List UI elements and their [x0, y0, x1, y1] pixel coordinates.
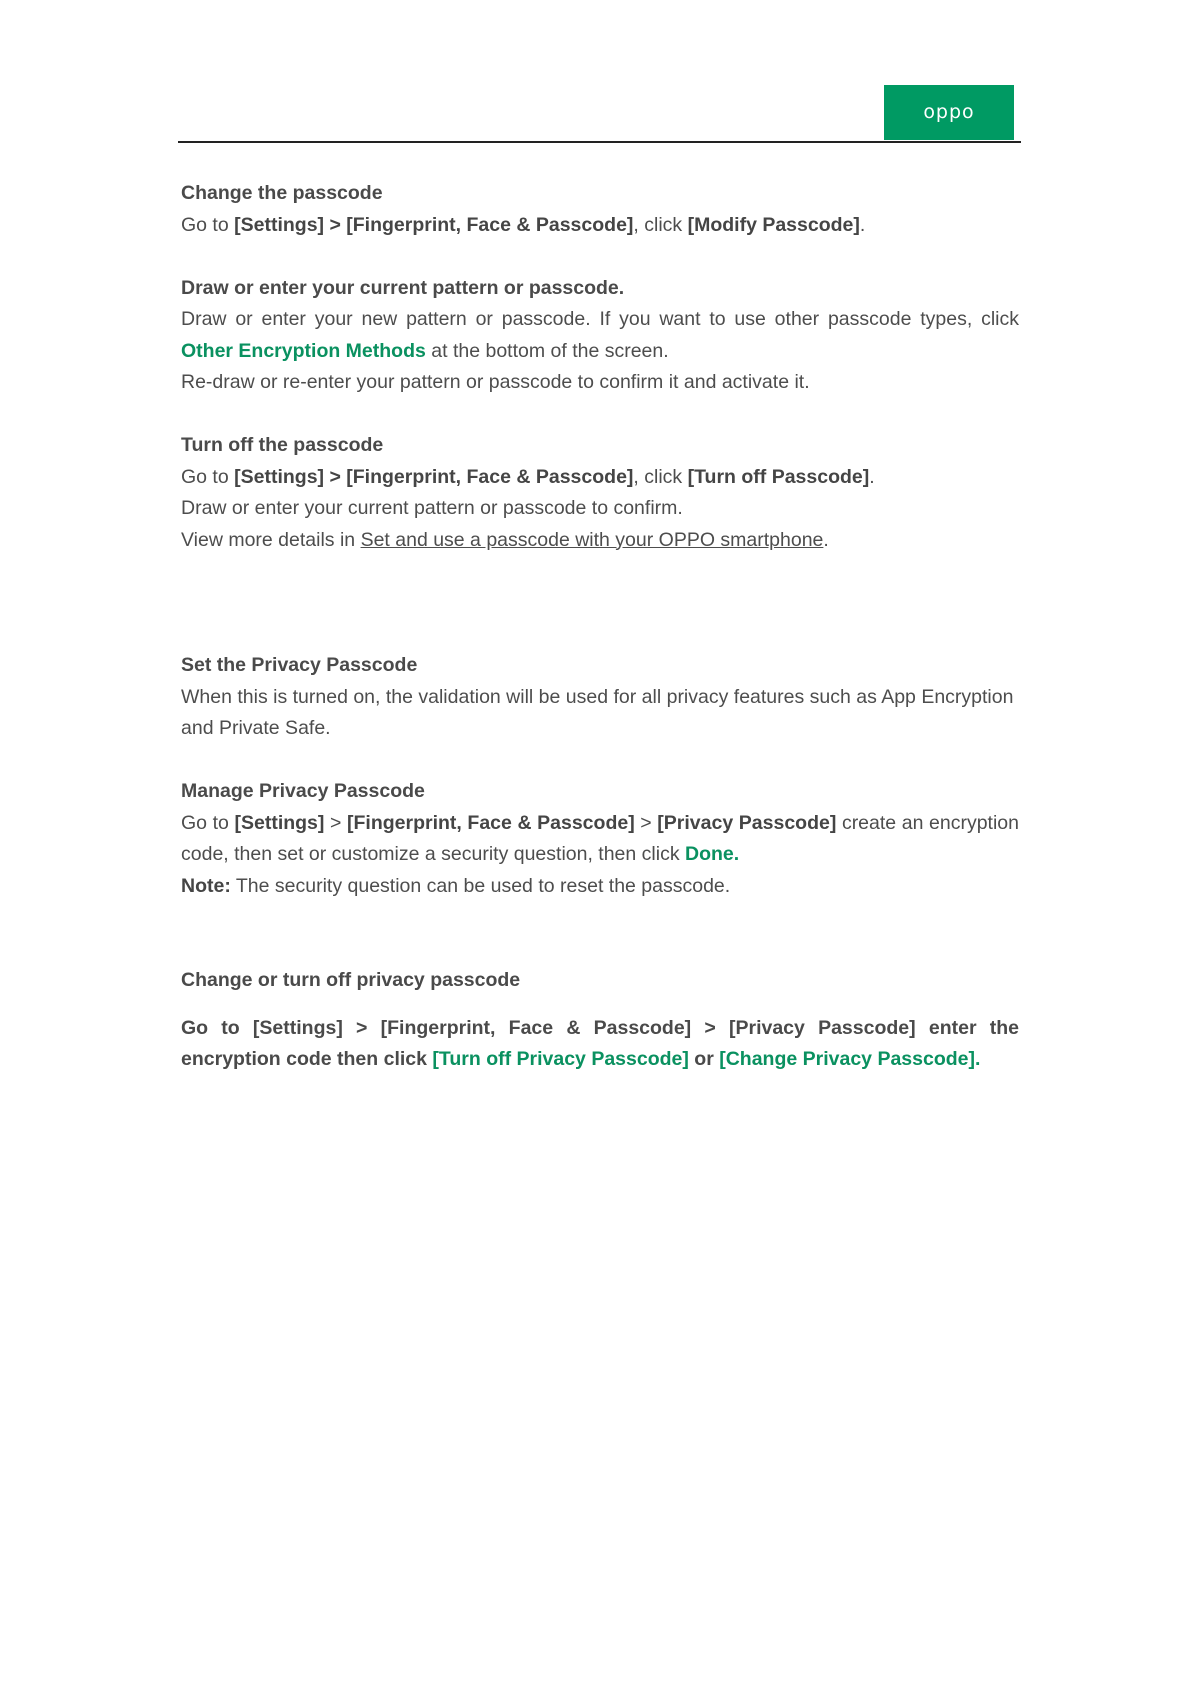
text: > [634, 811, 658, 834]
heading-change-passcode: Change the passcode [181, 182, 383, 204]
settings-label: [Settings] [234, 811, 325, 834]
heading-change-or-turn-off: Change or turn off privacy passcode [181, 969, 521, 991]
change-or-turn-off-step [181, 1013, 1019, 1076]
modify-passcode-label: [Modify Passcode] [687, 213, 860, 236]
spacer [181, 556, 1019, 650]
note-label: Note: [181, 874, 231, 897]
heading-draw-current: Draw or enter your current pattern or passcode. [181, 276, 625, 299]
header-divider [178, 141, 1021, 143]
fingerprint-label: [Fingerprint, Face & Passcode] [347, 811, 635, 834]
spacer [181, 949, 1019, 965]
text: . [823, 528, 829, 551]
heading-set-privacy-passcode: Set the Privacy Passcode [181, 654, 418, 676]
text: Draw or enter your new pattern or passcode. If you want to use other passcode types, click [181, 308, 1019, 330]
spacer [181, 745, 1019, 777]
oppo-logo-icon [906, 103, 992, 123]
logo-wordmark: oppo [923, 102, 975, 123]
turn-off-step [181, 462, 1019, 494]
redraw-step: Re-draw or re-enter your pattern or passcode to confirm it and activate it. [181, 371, 810, 393]
done-label: Done. [685, 843, 740, 865]
turn-off-privacy-passcode-label: [Turn off Privacy Passcode] [432, 1048, 689, 1070]
privacy-passcode-description: When this is turned on, the validation will be used for all privacy features such as App Encryption and Private Safe. [181, 685, 1014, 739]
other-encryption-methods-label: Other Encryption Methods [181, 339, 426, 362]
manage-privacy-step [181, 808, 1019, 871]
text: The security question can be used to reset the passcode. [230, 874, 731, 897]
text: . [869, 465, 875, 488]
heading-turn-off-passcode: Turn off the passcode [181, 434, 384, 456]
spacer [181, 399, 1019, 431]
text: , click [633, 213, 688, 236]
spacer [181, 902, 1019, 949]
text: Go to [181, 213, 235, 236]
text: at the bottom of the screen. [425, 339, 669, 362]
text: or [688, 1048, 720, 1070]
draw-new-step [181, 304, 1019, 367]
text: View more details in [181, 528, 361, 551]
confirm-step: Draw or enter your current pattern or passcode to confirm. [181, 497, 683, 519]
text: > [324, 811, 347, 834]
text: , click [633, 465, 688, 488]
spacer [181, 997, 1019, 1013]
more-details [181, 525, 1019, 557]
settings-path: [Settings] > [Fingerprint, Face & Passcode] [234, 465, 634, 488]
oppo-logo [884, 85, 1014, 140]
document-body [181, 178, 1019, 1076]
security-question-note [181, 871, 1019, 903]
text: Go to [Settings] > [Fingerprint, Face & Passcode] > [Privacy Passcode] enter the encryption code then click [181, 1016, 1019, 1070]
change-passcode-step [181, 210, 1019, 242]
turn-off-passcode-label: [Turn off Passcode] [687, 465, 870, 488]
change-privacy-passcode-label: [Change Privacy Passcode]. [719, 1048, 981, 1070]
text: . [859, 213, 866, 236]
text: create an encryption code, then set or customize a security question, then click [181, 811, 1019, 865]
privacy-passcode-label: [Privacy Passcode] [657, 811, 837, 834]
heading-manage-privacy-passcode: Manage Privacy Passcode [181, 780, 425, 802]
text: Go to [181, 811, 235, 834]
passcode-guide-link[interactable]: Set and use a passcode with your OPPO smartphone [360, 528, 824, 551]
text: Go to [181, 465, 235, 488]
spacer [181, 241, 1019, 273]
page-header [178, 84, 1021, 144]
settings-path: [Settings] > [Fingerprint, Face & Passcode] [234, 213, 634, 236]
